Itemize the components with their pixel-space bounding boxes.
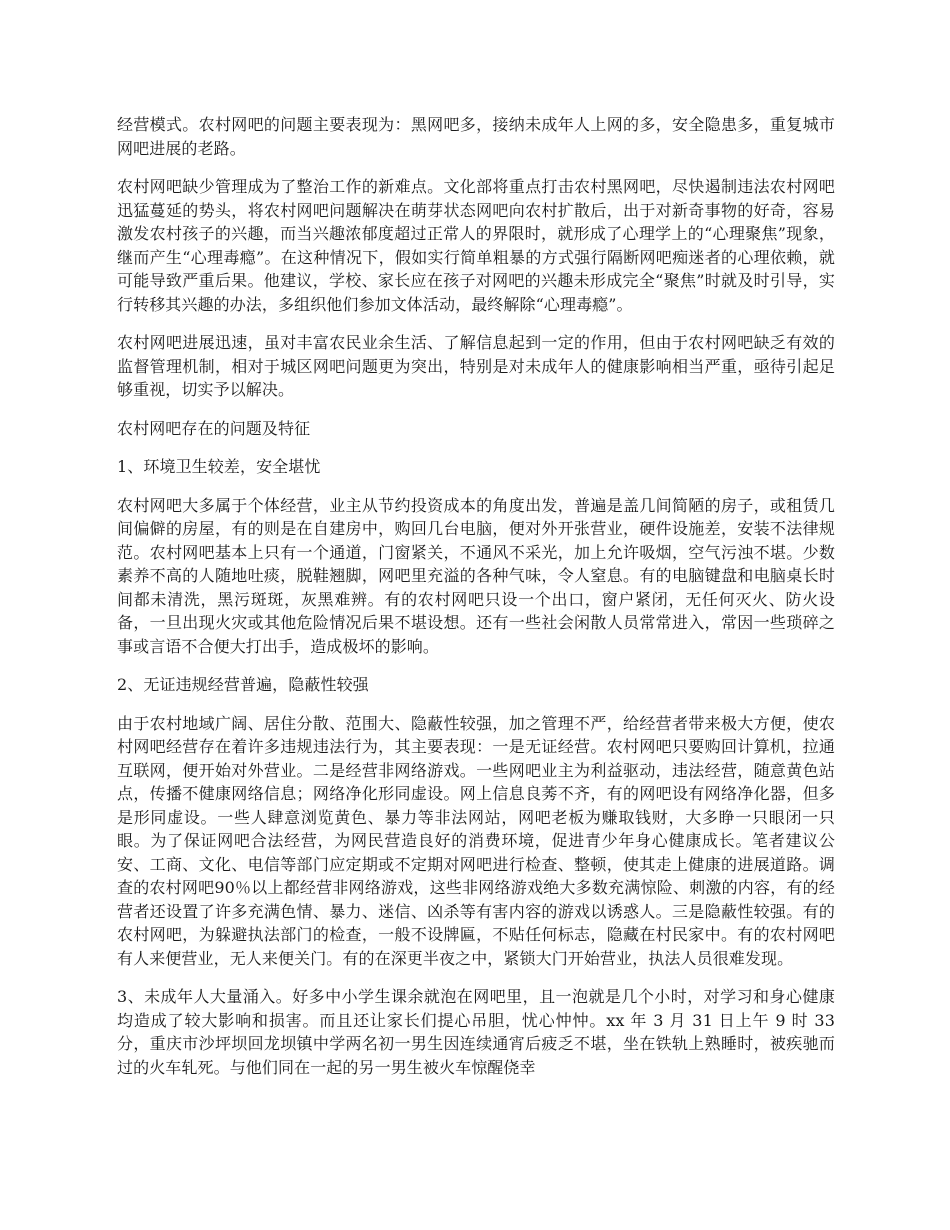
paragraph-management: 农村网吧缺少管理成为了整治工作的新难点。文化部将重点打击农村黑网吧，尽快遏制违法农村网吧迅猛蔓延的势头，将农村网吧问题解决在萌芽状态网吧向农村扩散后，出于对新奇事物的好奇，容易激发农村孩子的兴趣，而当兴趣浓郁度超过正常人的界限时，就形成了心理学上的“心理聚焦”现象，继而产生“心理毒瘾”。在这种情况下，假如实行简单粗暴的方式强行隔断网吧痴迷者的心理依赖，就可能导致严重后果。他建议，学校、家长应在孩子对网吧的兴趣未形成完全“聚焦”时就及时引导，实行转移其兴趣的办法，多组织他们参加文体活动，最终解除“心理毒瘾”。 bbox=[117, 177, 835, 314]
subheading-unlicensed: 2、无证违规经营普遍，隐蔽性较强 bbox=[117, 675, 369, 694]
subheading-hygiene: 1、环境卫生较差，安全堪忧 bbox=[117, 457, 321, 476]
paragraph-development: 农村网吧进展迅速，虽对丰富农民业余生活、了解信息起到一定的作用，但由于农村网吧缺乏有效的监督管理机制，相对于城区网吧问题更为突出，特别是对未成年人的健康影响相当严重，亟待引起足够重视，切实予以解决。 bbox=[117, 333, 835, 399]
paragraph-intro: 经营模式。农村网吧的问题主要表现为：黑网吧多，接纳未成年人上网的多，安全隐患多，重复城市网吧进展的老路。 bbox=[117, 115, 835, 158]
section-heading-problems: 农村网吧存在的问题及特征 bbox=[117, 418, 311, 438]
paragraph-unlicensed: 由于农村地域广阔、居住分散、范围大、隐蔽性较强，加之管理不严，给经营者带来极大方便，使农村网吧经营存在着许多违规违法行为，其主要表现：一是无证经营。农村网吧只要购回计算机，拉通互联网，便开始对外营业。二是经营非网络游戏。一些网吧业主为利益驱动，违法经营，随意黄色站点，传播不健康网络信息；网络净化形同虚设。网上信息良莠不齐，有的网吧设有网络净化器，但多是形同虚设。一些人肆意浏览黄色、暴力等非法网站，网吧老板为赚取钱财，大多睁一只眼闭一只眼。为了保证网吧合法经营，为网民营造良好的消费环境，促进青少年身心健康成长。笔者建议公安、工商、文化、电信等部门应定期或不定期对网吧进行检查、整顿，使其走上健康的进展道路。调查的农村网吧90％以上都经营非网络游戏，这些非网络游戏绝大多数充满惊险、刺激的内容，有的经营者还设置了许多充满色情、暴力、迷信、凶杀等有害内容的游戏以诱惑人。三是隐蔽性较强。有的农村网吧，为躲避执法部门的检查，一般不设牌匾，不贴任何标志，隐藏在村民家中。有的农村网吧有人来便营业，无人来便关门。有的在深更半夜之中，紧锁大门开始营业，执法人员很难发现。 bbox=[117, 713, 835, 968]
paragraph-minors: 3、未成年人大量涌入。好多中小学生课余就泡在网吧里，且一泡就是几个小时，对学习和身心健康均造成了较大影响和损害。而且还让家长们提心吊胆，忧心忡忡。xx 年 3 月 31 日上午 9 时 33 分，重庆市沙坪坝回龙坝镇中学两名初一男生因连续通宵后疲乏不堪，坐在铁轨上熟睡时，被疾驰而过的火车轧死。与他们同在一起的另一男生被火车惊醒侥幸 bbox=[117, 987, 835, 1077]
document-page bbox=[117, 113, 835, 1094]
paragraph-hygiene: 农村网吧大多属于个体经营，业主从节约投资成本的角度出发，普遍是盖几间简陋的房子，或租赁几间偏僻的房屋，有的则是在自建房中，购回几台电脑，便对外开张营业，硬件设施差，安装不法律规范。农村网吧基本上只有一个通道，门窗紧关，不通风不采光，加上允许吸烟，空气污浊不堪。少数素养不高的人随地吐痰，脱鞋翘脚，网吧里充溢的各种气味，令人窒息。有的电脑键盘和电脑桌长时间都未清洗，黑污斑斑，灰黑难辨。有的农村网吧只设一个出口，窗户紧闭，无任何灭火、防火设备，一旦出现火灾或其他危险情况后果不堪设想。还有一些社会闲散人员常常进入，常因一些琐碎之事或言语不合便大打出手，造成极坏的影响。 bbox=[117, 495, 835, 656]
